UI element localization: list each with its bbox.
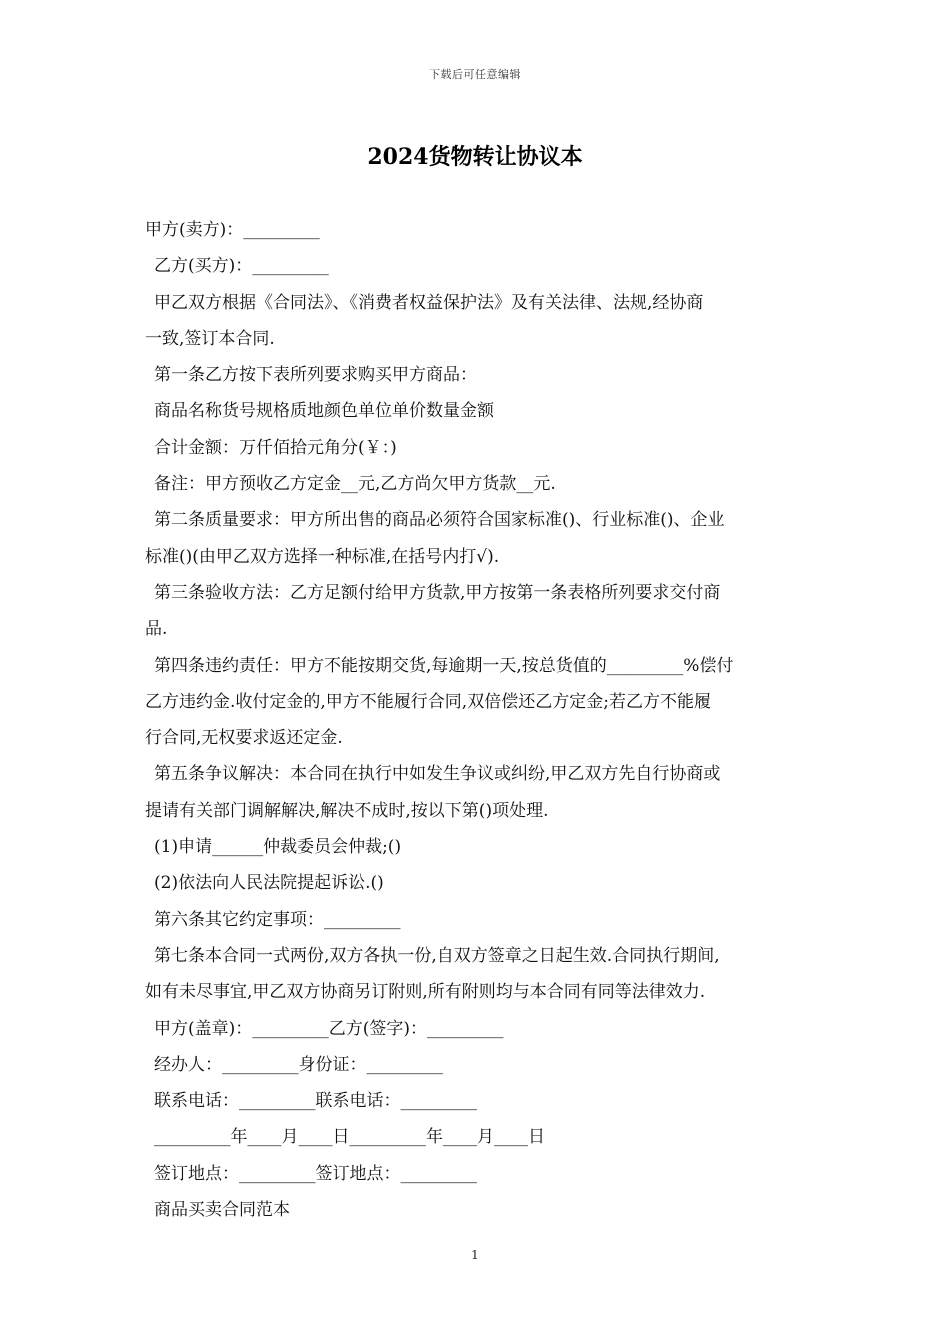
article-5-line-1: 第五条争议解决：本合同在执行中如发生争议或纠纷,甲乙双方先自行协商或 bbox=[154, 764, 721, 785]
agent-id-line: 经办人：_________身份证：_________ bbox=[154, 1054, 443, 1075]
article-3-line-1: 第三条验收方法：乙方足额付给甲方货款,甲方按第一条表格所列要求交付商 bbox=[154, 582, 721, 603]
article-2-line-1: 第二条质量要求：甲方所出售的商品必须符合国家标准()、行业标准()、企业 bbox=[154, 510, 725, 531]
document-title: 2024货物转让协议本 bbox=[367, 144, 583, 170]
date-line: _________年____月____日_________年____月____日 bbox=[154, 1127, 545, 1148]
dispute-option-1: (1)申请______仲裁委员会仲裁;() bbox=[154, 837, 402, 858]
header-note: 下载后可任意编辑 bbox=[429, 68, 521, 81]
goods-table-header: 商品名称货号规格质地颜色单位单价数量金额 bbox=[154, 401, 494, 422]
party-a-line: 甲方(卖方)：_________ bbox=[145, 220, 320, 240]
article-3-line-2: 品. bbox=[145, 619, 168, 640]
article-7-line-1: 第七条本合同一式两份,双方各执一份,自双方签章之日起生效.合同执行期间, bbox=[154, 945, 720, 966]
article-6-line: 第六条其它约定事项：_________ bbox=[154, 909, 401, 930]
article-1-heading: 第一条乙方按下表所列要求购买甲方商品： bbox=[154, 365, 477, 386]
article-4-line-2: 乙方违约金.收付定金的,甲方不能履行合同,双倍偿还乙方定金;若乙方不能履 bbox=[145, 691, 711, 712]
total-amount-line: 合计金额：万仟佰拾元角分(￥：) bbox=[154, 437, 397, 458]
page-number: 1 bbox=[471, 1248, 479, 1262]
article-2-line-2: 标准()(由甲乙双方选择一种标准,在括号内打√). bbox=[145, 546, 500, 567]
preamble-line-1: 甲乙双方根据《合同法》、《消费者权益保护法》及有关法律、法规,经协商 bbox=[154, 292, 704, 313]
contract-body bbox=[145, 212, 810, 1228]
article-4-line-1: 第四条违约责任：甲方不能按期交货,每逾期一天,按总货值的_________%偿付 bbox=[154, 655, 734, 676]
article-7-line-2: 如有未尽事宜,甲乙双方协商另订附则,所有附则均与本合同有同等法律效力. bbox=[145, 982, 706, 1003]
signing-place-line: 签订地点：_________签订地点：_________ bbox=[154, 1163, 477, 1184]
template-caption: 商品买卖合同范本 bbox=[154, 1200, 290, 1221]
party-b-line: 乙方(买方)：_________ bbox=[154, 256, 329, 277]
dispute-option-2: (2)依法向人民法院提起诉讼.() bbox=[154, 873, 384, 894]
signature-line: 甲方(盖章)：_________乙方(签字)：_________ bbox=[154, 1018, 504, 1039]
preamble-line-2: 一致,签订本合同. bbox=[145, 328, 275, 349]
article-4-line-3: 行合同,无权要求返还定金. bbox=[145, 728, 343, 749]
phone-line: 联系电话：_________联系电话：_________ bbox=[154, 1091, 477, 1112]
remarks-line: 备注：甲方预收乙方定金__元,乙方尚欠甲方货款__元. bbox=[154, 474, 556, 495]
article-5-line-2: 提请有关部门调解解决,解决不成时,按以下第()项处理. bbox=[145, 800, 549, 821]
